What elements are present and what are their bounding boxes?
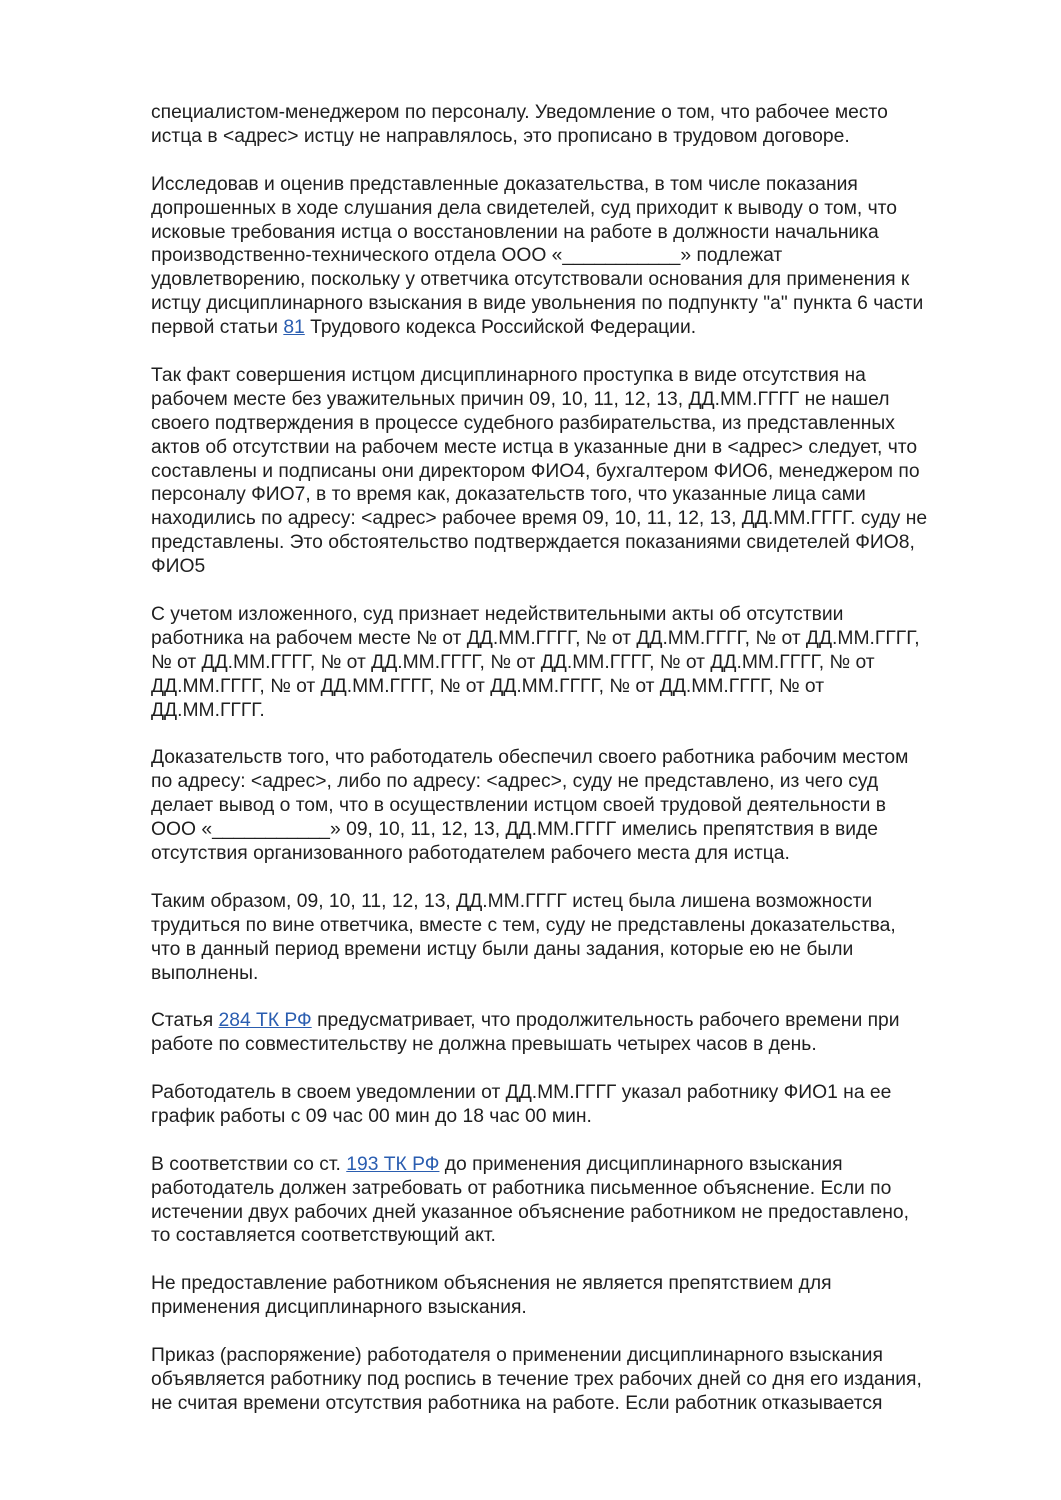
text-line: график работы с 09 час 00 мин до 18 час 00 мин. [151, 1105, 592, 1127]
paragraph [151, 890, 991, 986]
text-line: отсутствия организованного работодателем рабочего места для истца. [151, 843, 790, 865]
text-line: Таким образом, 09, 10, 11, 12, 13, ДД.ММ.ГГГГ истец была лишена возможности [151, 890, 873, 912]
text-line: рабочем месте без уважительных причин 09, 10, 11, 12, 13, ДД.ММ.ГГГГ не нашел [151, 388, 890, 410]
text-line: Исследовав и оценив представленные доказательства, в том числе показания [151, 173, 858, 195]
text-line-end: Трудового кодекса Российской Федерации. [304, 317, 697, 339]
text-line: персоналу ФИО7, в то время как, доказательств того, что указанные лица сами [151, 484, 866, 506]
text-line: ДД.ММ.ГГГГ, № от ДД.ММ.ГГГГ, № от ДД.ММ.ГГГГ, № от ДД.ММ.ГГГГ, № от [151, 675, 825, 697]
text-line-end: до применения дисциплинарного взыскания [439, 1153, 843, 1175]
text-line: ФИО5 [151, 556, 206, 578]
paragraph [151, 1344, 991, 1416]
text-line: своего подтверждения в процессе судебного разбирательства, из представленных [151, 412, 895, 434]
text-line: Так факт совершения истцом дисциплинарного проступка в виде отсутствия на [151, 364, 866, 386]
text-line: допрошенных в ходе слушания дела свидетелей, суд приходит к выводу о том, что [151, 197, 897, 219]
paragraph [151, 1153, 991, 1249]
text-line: работодатель должен затребовать от работника письменное объяснение. Если по [151, 1177, 892, 1199]
article-284-link[interactable]: 284 ТК РФ [218, 1010, 312, 1032]
document-page [151, 101, 991, 1440]
text-line: работника на рабочем месте № от ДД.ММ.ГГГГ, № от ДД.ММ.ГГГГ, № от ДД.ММ.ГГГГ, [151, 627, 920, 649]
text-line: по адресу: <адрес>, либо по адресу: <адрес>, суду не представлено, из чего суд [151, 771, 879, 793]
text-line: Доказательств того, что работодатель обеспечил своего работника рабочим местом [151, 747, 909, 769]
text-line: истца в <адрес> истцу не направлялось, это прописано в трудовом договоре. [151, 125, 850, 147]
text-line: удовлетворению, поскольку у ответчика отсутствовали основания для применения к [151, 269, 910, 291]
paragraph [151, 1272, 991, 1320]
text-line: актов об отсутствии на рабочем месте истца в указанные дни в <адрес> следует, что [151, 436, 918, 458]
text-line: истцу дисциплинарного взыскания в виде увольнения по подпункту "а" пункта 6 части [151, 293, 924, 315]
text-line: не считая времени отсутствия работника на работе. Если работник отказывается [151, 1392, 883, 1414]
text-line: ООО «___________» 09, 10, 11, 12, 13, ДД.ММ.ГГГГ имелись препятствия в виде [151, 819, 878, 841]
text-line-start: В соответствии со ст. [151, 1153, 347, 1175]
text-line: Не предоставление работником объяснения не является препятствием для [151, 1273, 832, 1295]
text-line: выполнены. [151, 962, 259, 984]
paragraph [151, 1009, 991, 1057]
text-line: ДД.ММ.ГГГГ. [151, 699, 265, 721]
text-line: производственно-технического отдела ООО «___________» подлежат [151, 245, 783, 267]
text-line-end: предусматривает, что продолжительность рабочего времени при [311, 1010, 900, 1032]
text-line: то составляется соответствующий акт. [151, 1225, 496, 1247]
text-line: объявляется работнику под роспись в течение трех рабочих дней со дня его издания, [151, 1368, 922, 1390]
article-81-link[interactable]: 81 [283, 317, 305, 339]
text-line: трудиться по вине ответчика, вместе с тем, суду не представлены доказательства, [151, 914, 896, 936]
text-line: специалистом-менеджером по персоналу. Уведомление о том, что рабочее место [151, 102, 888, 123]
text-line: что в данный период времени истцу были даны задания, которые ею не были [151, 938, 854, 960]
text-line: Работодатель в своем уведомлении от ДД.ММ.ГГГГ указал работнику ФИО1 на ее [151, 1082, 892, 1104]
paragraph [151, 173, 991, 340]
paragraph [151, 746, 991, 866]
text-line: истечении двух рабочих дней указанное объяснение работником не предоставлено, [151, 1201, 909, 1223]
text-line: составлены и подписаны они директором ФИО4, бухгалтером ФИО6, менеджером по [151, 460, 920, 482]
text-line: представлены. Это обстоятельство подтверждается показаниями свидетелей ФИО8, [151, 532, 915, 554]
text-line: применения дисциплинарного взыскания. [151, 1297, 527, 1319]
text-line: находились по адресу: <адрес> рабочее время 09, 10, 11, 12, 13, ДД.ММ.ГГГГ. суду не [151, 508, 928, 530]
text-line: работе по совместительству не должна превышать четырех часов в день. [151, 1034, 817, 1056]
text-line: исковые требования истца о восстановлении на работе в должности начальника [151, 221, 879, 243]
text-line: С учетом изложенного, суд признает недействительными акты об отсутствии [151, 603, 844, 625]
paragraph [151, 603, 991, 723]
article-193-link[interactable]: 193 ТК РФ [346, 1153, 440, 1175]
text-line: Приказ (распоряжение) работодателя о применении дисциплинарного взыскания [151, 1344, 883, 1366]
text-line: № от ДД.ММ.ГГГГ, № от ДД.ММ.ГГГГ, № от ДД.ММ.ГГГГ, № от ДД.ММ.ГГГГ, № от [151, 651, 875, 673]
text-line-start: Статья [151, 1010, 219, 1032]
paragraph [151, 1081, 991, 1129]
paragraph [151, 101, 991, 149]
paragraph [151, 364, 991, 579]
text-line: делает вывод о том, что в осуществлении истцом своей трудовой деятельности в [151, 795, 886, 817]
text-line-start: первой статьи [151, 317, 284, 339]
